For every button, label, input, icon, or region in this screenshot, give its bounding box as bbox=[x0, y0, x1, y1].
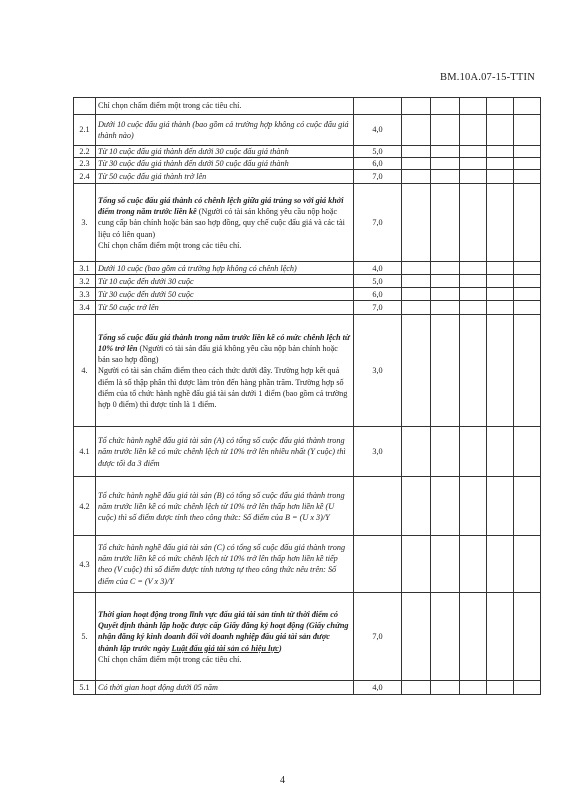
score-cell bbox=[431, 288, 460, 301]
score-cell bbox=[402, 593, 431, 681]
criterion-number: 2.3 bbox=[74, 158, 96, 170]
criterion-points: 7,0 bbox=[354, 301, 402, 315]
score-cell bbox=[487, 427, 514, 477]
criterion-text: Từ 50 cuộc đấu giá thành trở lên bbox=[98, 172, 207, 182]
criterion-text: Chỉ chọn chấm điểm một trong các tiêu chí. bbox=[98, 101, 242, 111]
criterion-content bbox=[96, 301, 354, 315]
score-cell bbox=[487, 593, 514, 681]
criterion-content bbox=[96, 681, 354, 695]
criterion-points: 7,0 bbox=[354, 170, 402, 184]
score-cell bbox=[431, 115, 460, 146]
score-cell bbox=[514, 301, 541, 315]
score-cell bbox=[514, 158, 541, 170]
score-cell bbox=[460, 536, 487, 593]
score-cell bbox=[402, 681, 431, 695]
score-cell bbox=[431, 184, 460, 262]
score-cell bbox=[487, 536, 514, 593]
criterion-content bbox=[96, 536, 354, 593]
score-cell bbox=[431, 158, 460, 170]
score-cell bbox=[460, 98, 487, 115]
table-row bbox=[74, 681, 541, 695]
criterion-content bbox=[96, 146, 354, 158]
score-cell bbox=[514, 98, 541, 115]
score-cell bbox=[402, 115, 431, 146]
criterion-text: Từ 30 cuộc đấu giá thành đến dưới 50 cuộc đấu giá thành bbox=[98, 159, 289, 169]
criterion-number: 4.2 bbox=[74, 477, 96, 536]
criterion-heading: Tổng số cuộc đấu giá thành có chênh lệch giữa giá trúng so với giá khởi điểm trong năm trước liền kề bbox=[98, 195, 344, 217]
score-cell bbox=[402, 427, 431, 477]
score-cell bbox=[514, 427, 541, 477]
score-cell bbox=[487, 184, 514, 262]
score-cell bbox=[514, 593, 541, 681]
score-cell bbox=[460, 477, 487, 536]
criterion-content bbox=[96, 98, 354, 115]
score-cell bbox=[514, 262, 541, 275]
table-row bbox=[74, 262, 541, 275]
score-cell bbox=[487, 288, 514, 301]
score-cell bbox=[460, 170, 487, 184]
criterion-number: 3.2 bbox=[74, 275, 96, 288]
criterion-text bbox=[98, 195, 351, 240]
criterion-number: 5.1 bbox=[74, 681, 96, 695]
score-cell bbox=[487, 115, 514, 146]
table-row bbox=[74, 275, 541, 288]
criterion-points: 7,0 bbox=[354, 184, 402, 262]
criterion-number: 3.1 bbox=[74, 262, 96, 275]
criterion-detail: (Người có tài sản không yêu cầu nộp hoặc cung cấp bản chính hoặc bản sao hợp đồng, quy chế cuộc đấu giá và các tài liệu có liên quan) bbox=[98, 207, 345, 239]
criterion-number: 4.1 bbox=[74, 427, 96, 477]
criterion-points: 4,0 bbox=[354, 262, 402, 275]
criterion-text: Từ 50 cuộc trở lên bbox=[98, 303, 159, 313]
score-cell bbox=[431, 315, 460, 427]
score-cell bbox=[514, 184, 541, 262]
score-cell bbox=[402, 477, 431, 536]
criterion-content bbox=[96, 170, 354, 184]
criterion-points: 3,0 bbox=[354, 427, 402, 477]
score-cell bbox=[460, 146, 487, 158]
criterion-text: Có thời gian hoạt động dưới 05 năm bbox=[98, 683, 218, 693]
score-cell bbox=[402, 275, 431, 288]
score-cell bbox=[402, 262, 431, 275]
criterion-text: Tổ chức hành nghề đấu giá tài sản (C) có tổng số cuộc đấu giá thành trong năm trước liền kề có mức chênh lệch từ 10% trở lên thấp hơn liền kề tiếp theo (V cuộc) thì số điểm được tính tương tự theo công thức nêu trên: Số điểm của C = (V x 3)/Y bbox=[98, 543, 346, 586]
score-cell bbox=[514, 275, 541, 288]
table-row bbox=[74, 170, 541, 184]
criterion-points: 7,0 bbox=[354, 593, 402, 681]
score-cell bbox=[460, 184, 487, 262]
score-cell bbox=[402, 98, 431, 115]
score-cell bbox=[514, 115, 541, 146]
criterion-text: Tổ chức hành nghề đấu giá tài sản (A) có tổng số cuộc đấu giá thành trong năm trước liền kề có mức chênh lệch từ 10% trở lên nhiều nhất (Y cuộc) thì được tối đa 3 điểm bbox=[98, 436, 346, 468]
table-row bbox=[74, 427, 541, 477]
table-row bbox=[74, 184, 541, 262]
criterion-heading: Thời gian hoạt động trong lĩnh vực đấu giá tài sản tính từ thời điểm có Quyết định thành lập hoặc được cấp Giấy đăng ký hoạt động (Giấy chứng nhận đăng ký kinh doanh đối với doanh nghiệp đấu giá tài sản được thành lập trước ngày bbox=[98, 609, 349, 653]
table-row bbox=[74, 115, 541, 146]
criterion-points bbox=[354, 536, 402, 593]
criterion-text: Từ 30 cuộc đến dưới 50 cuộc bbox=[98, 289, 194, 299]
score-cell bbox=[460, 115, 487, 146]
score-cell bbox=[487, 315, 514, 427]
score-cell bbox=[402, 158, 431, 170]
score-cell bbox=[402, 170, 431, 184]
score-cell bbox=[514, 170, 541, 184]
page-number: 4 bbox=[280, 775, 285, 786]
score-cell bbox=[431, 681, 460, 695]
criterion-content bbox=[96, 593, 354, 681]
criterion-points: 5,0 bbox=[354, 146, 402, 158]
score-cell bbox=[487, 477, 514, 536]
criterion-content bbox=[96, 477, 354, 536]
score-cell bbox=[487, 301, 514, 315]
score-cell bbox=[431, 275, 460, 288]
score-cell bbox=[514, 681, 541, 695]
score-cell bbox=[487, 275, 514, 288]
score-cell bbox=[460, 262, 487, 275]
criterion-content bbox=[96, 315, 354, 427]
criterion-number: 2.1 bbox=[74, 115, 96, 146]
criterion-number: 5. bbox=[74, 593, 96, 681]
criterion-text: Tổ chức hành nghề đấu giá tài sản (B) có tổng số cuộc đấu giá thành trong năm trước liền kề có mức chênh lệch từ 10% trở lên thấp hơn liền kề (U cuộc) thì số điểm được tính theo công thức: Số điểm của B = (U x 3)/Y bbox=[98, 490, 345, 522]
document-code: BM.10A.07-15-TTIN bbox=[440, 72, 535, 83]
criteria-table bbox=[73, 97, 541, 695]
table-row bbox=[74, 98, 541, 115]
criterion-content bbox=[96, 115, 354, 146]
score-cell bbox=[431, 536, 460, 593]
criterion-content bbox=[96, 262, 354, 275]
score-cell bbox=[514, 536, 541, 593]
criterion-content bbox=[96, 275, 354, 288]
criterion-text bbox=[98, 332, 351, 366]
score-cell bbox=[514, 146, 541, 158]
score-cell bbox=[487, 262, 514, 275]
criterion-text bbox=[98, 609, 351, 654]
criterion-content bbox=[96, 158, 354, 170]
score-cell bbox=[514, 315, 541, 427]
score-cell bbox=[431, 427, 460, 477]
score-cell bbox=[460, 275, 487, 288]
criterion-number bbox=[74, 98, 96, 115]
score-cell bbox=[487, 681, 514, 695]
criterion-content bbox=[96, 288, 354, 301]
criterion-number: 3.4 bbox=[74, 301, 96, 315]
criterion-heading-end: ) bbox=[278, 643, 282, 653]
score-cell bbox=[460, 593, 487, 681]
score-cell bbox=[431, 262, 460, 275]
criterion-detail: (Người có tài sản đấu giá không yêu cầu nộp bản chính hoặc bản sao hợp đồng) bbox=[98, 343, 338, 365]
criterion-points: 3,0 bbox=[354, 315, 402, 427]
score-cell bbox=[431, 593, 460, 681]
criterion-points: 6,0 bbox=[354, 288, 402, 301]
score-cell bbox=[402, 301, 431, 315]
score-cell bbox=[460, 315, 487, 427]
criterion-number: 4.3 bbox=[74, 536, 96, 593]
score-cell bbox=[514, 477, 541, 536]
score-cell bbox=[431, 98, 460, 115]
criterion-number: 4. bbox=[74, 315, 96, 427]
table-row bbox=[74, 593, 541, 681]
criterion-number: 3. bbox=[74, 184, 96, 262]
score-cell bbox=[487, 170, 514, 184]
score-cell bbox=[402, 288, 431, 301]
table-row bbox=[74, 315, 541, 427]
score-cell bbox=[402, 536, 431, 593]
table-row bbox=[74, 477, 541, 536]
score-cell bbox=[431, 146, 460, 158]
criterion-number: 2.4 bbox=[74, 170, 96, 184]
criterion-points: 6,0 bbox=[354, 158, 402, 170]
table-row bbox=[74, 158, 541, 170]
table-row bbox=[74, 146, 541, 158]
criterion-points: 4,0 bbox=[354, 115, 402, 146]
score-cell bbox=[460, 427, 487, 477]
criterion-text: Dưới 10 cuộc đấu giá thành (bao gồm cả trường hợp không có cuộc đấu giá thành nào) bbox=[98, 119, 349, 140]
score-cell bbox=[487, 146, 514, 158]
criterion-heading-underlined: Luật đấu giá tài sản có hiệu lực bbox=[171, 643, 279, 653]
criterion-content bbox=[96, 427, 354, 477]
score-cell bbox=[514, 288, 541, 301]
criterion-points: 5,0 bbox=[354, 275, 402, 288]
score-cell bbox=[402, 315, 431, 427]
criterion-points: 4,0 bbox=[354, 681, 402, 695]
criterion-content bbox=[96, 184, 354, 262]
score-cell bbox=[431, 477, 460, 536]
score-cell bbox=[460, 301, 487, 315]
criterion-number: 3.3 bbox=[74, 288, 96, 301]
score-cell bbox=[431, 170, 460, 184]
criterion-text: Từ 10 cuộc đấu giá thành đến dưới 30 cuộc đấu giá thành bbox=[98, 147, 289, 156]
criterion-number: 2.2 bbox=[74, 146, 96, 158]
criterion-heading: Tổng số cuộc đấu giá thành trong năm trước liền kề có mức chênh lệch từ 10% trở lên bbox=[98, 332, 350, 353]
criterion-note: Chỉ chọn chấm điểm một trong các tiêu chí. bbox=[98, 654, 242, 664]
score-cell bbox=[460, 681, 487, 695]
score-cell bbox=[487, 98, 514, 115]
table-row bbox=[74, 301, 541, 315]
score-cell bbox=[402, 184, 431, 262]
score-cell bbox=[460, 158, 487, 170]
criterion-points bbox=[354, 477, 402, 536]
criterion-note: Chỉ chọn chấm điểm một trong các tiêu chí. bbox=[98, 240, 242, 250]
criterion-text: Dưới 10 cuộc (bao gồm cả trường hợp không có chênh lệch) bbox=[98, 263, 297, 273]
score-cell bbox=[431, 301, 460, 315]
criterion-note: Người có tài sản chấm điểm theo cách thức dưới đây. Trường hợp kết quả điểm là số thập phân thì được làm tròn đến hàng phần trăm. Trường hợp số điểm của tổ chức hành nghề đấu giá tài sản dưới 1 điểm (bao gồm cả trường hợp 0 điểm) thì được tính là 1 điểm. bbox=[98, 366, 348, 409]
criterion-points bbox=[354, 98, 402, 115]
score-cell bbox=[487, 158, 514, 170]
score-cell bbox=[402, 146, 431, 158]
criterion-text: Từ 10 cuộc đến dưới 30 cuộc bbox=[98, 276, 194, 286]
score-cell bbox=[460, 288, 487, 301]
table-row bbox=[74, 536, 541, 593]
table-row bbox=[74, 288, 541, 301]
